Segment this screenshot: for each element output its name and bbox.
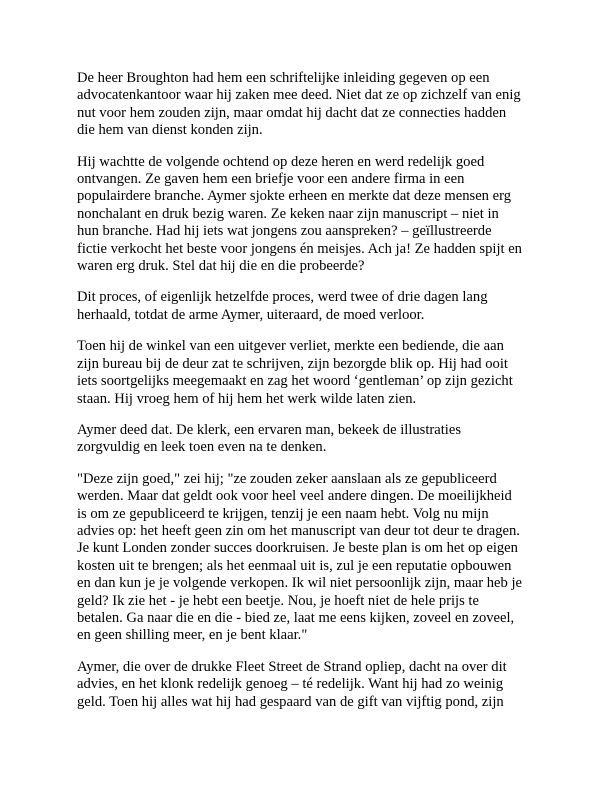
text-line: De heer Broughton had hem een schriftelijke inleiding gegeven op een <box>77 70 490 86</box>
text-line: fictie verkocht het beste voor jongens én meisjes. Ach ja! Ze hadden spijt en <box>77 240 522 257</box>
text-line: die hem van dienst konden zijn. <box>77 122 263 139</box>
text-line: en geen shilling meer, en je bent klaar." <box>77 627 308 644</box>
text-line: advies op: het heeft geen zin om het manuscript van deur tot deur te dragen. <box>77 522 520 539</box>
text-line: staan. Hij vroeg hem of hij hem het werk wilde laten zien. <box>77 390 417 407</box>
text-line: Hij wachtte de volgende ochtend op deze heren en werd redelijk goed <box>77 153 485 170</box>
text-line: en dan kun je je volgende verkopen. Ik wil niet persoonlijk zijn, maar heb je <box>77 575 522 592</box>
paragraph-1 <box>77 70 543 140</box>
paragraph-6 <box>77 471 543 645</box>
text-line: nut voor hem zouden zijn, maar omdat hij dacht dat ze connecties hadden <box>77 104 507 121</box>
text-line: hun branche. Had hij iets wat jongens zou aanspreken? – geïllustreerde <box>77 223 492 240</box>
text-line: herhaald, totdat de arme Aymer, uiteraard, de moed verloor. <box>77 306 425 323</box>
text-line: Aymer deed dat. De klerk, een ervaren man, bekeek de illustraties <box>77 421 462 438</box>
text-line: kosten uit te brengen; als het eenmaal uit is, zul je een reputatie opbouwen <box>77 557 512 574</box>
paragraph-2 <box>77 154 543 276</box>
text-line: advies, en het klonk redelijk genoeg – té redelijk. Want hij had zo weinig <box>77 676 504 693</box>
text-line: iets soortgelijks meegemaakt en zag het woord ‘gentleman’ op zijn gezicht <box>77 373 513 390</box>
text-line: Dit proces, of eigenlijk hetzelfde proces, werd twee of drie dagen lang <box>77 289 488 306</box>
paragraph-5 <box>77 422 543 457</box>
text-line: Aymer, die over de drukke Fleet Street de Strand opliep, dacht na over dit <box>77 658 507 675</box>
text-line: "Deze zijn goed," zei hij; "ze zouden zeker aanslaan als ze gepubliceerd <box>77 470 497 487</box>
text-line: nonchalant en druk bezig waren. Ze keken naar zijn manuscript – niet in <box>77 205 499 222</box>
text-line: zijn bureau bij de deur zat te schrijven, zijn bezorgde blik op. Hij had ooit <box>77 355 508 372</box>
text-line: Je kunt Londen zonder succes doorkruisen. Je beste plan is om het op eigen <box>77 540 518 557</box>
text-line: betalen. Ga naar die en die - bied ze, laat me eens kijken, zoveel en zoveel, <box>77 609 515 626</box>
text-line: is om ze gepubliceerd te krijgen, tenzij je een naam hebt. Volg nu mijn <box>77 505 489 522</box>
paragraph-3 <box>77 289 543 324</box>
text-line: populairdere branche. Aymer sjokte erheen en merkte dat deze mensen erg <box>77 188 511 205</box>
text-line: ontvangen. Ze gaven hem een briefje voor een andere firma in een <box>77 171 465 188</box>
text-line: Toen hij de winkel van een uitgever verliet, merkte een bediende, die aan <box>77 338 504 355</box>
paragraph-7 <box>77 659 543 711</box>
text-line: zorgvuldig en leek toen even na te denken. <box>77 439 327 456</box>
document-page <box>77 70 543 725</box>
text-line: geld. Toen hij alles wat hij had gespaard van de gift van vijftig pond, zijn <box>77 693 504 710</box>
text-line: geld? Ik zie het - je hebt een beetje. Nou, je hoeft niet de hele prijs te <box>77 592 479 609</box>
text-line: werden. Maar dat geldt ook voor heel veel andere dingen. De moeilijkheid <box>77 488 512 505</box>
paragraph-4 <box>77 338 543 408</box>
text-line: advocatenkantoor waar hij zaken mee deed. Niet dat ze op zichzelf van enig <box>77 87 521 104</box>
text-line: waren erg druk. Stel dat hij die en die probeerde? <box>77 258 365 275</box>
